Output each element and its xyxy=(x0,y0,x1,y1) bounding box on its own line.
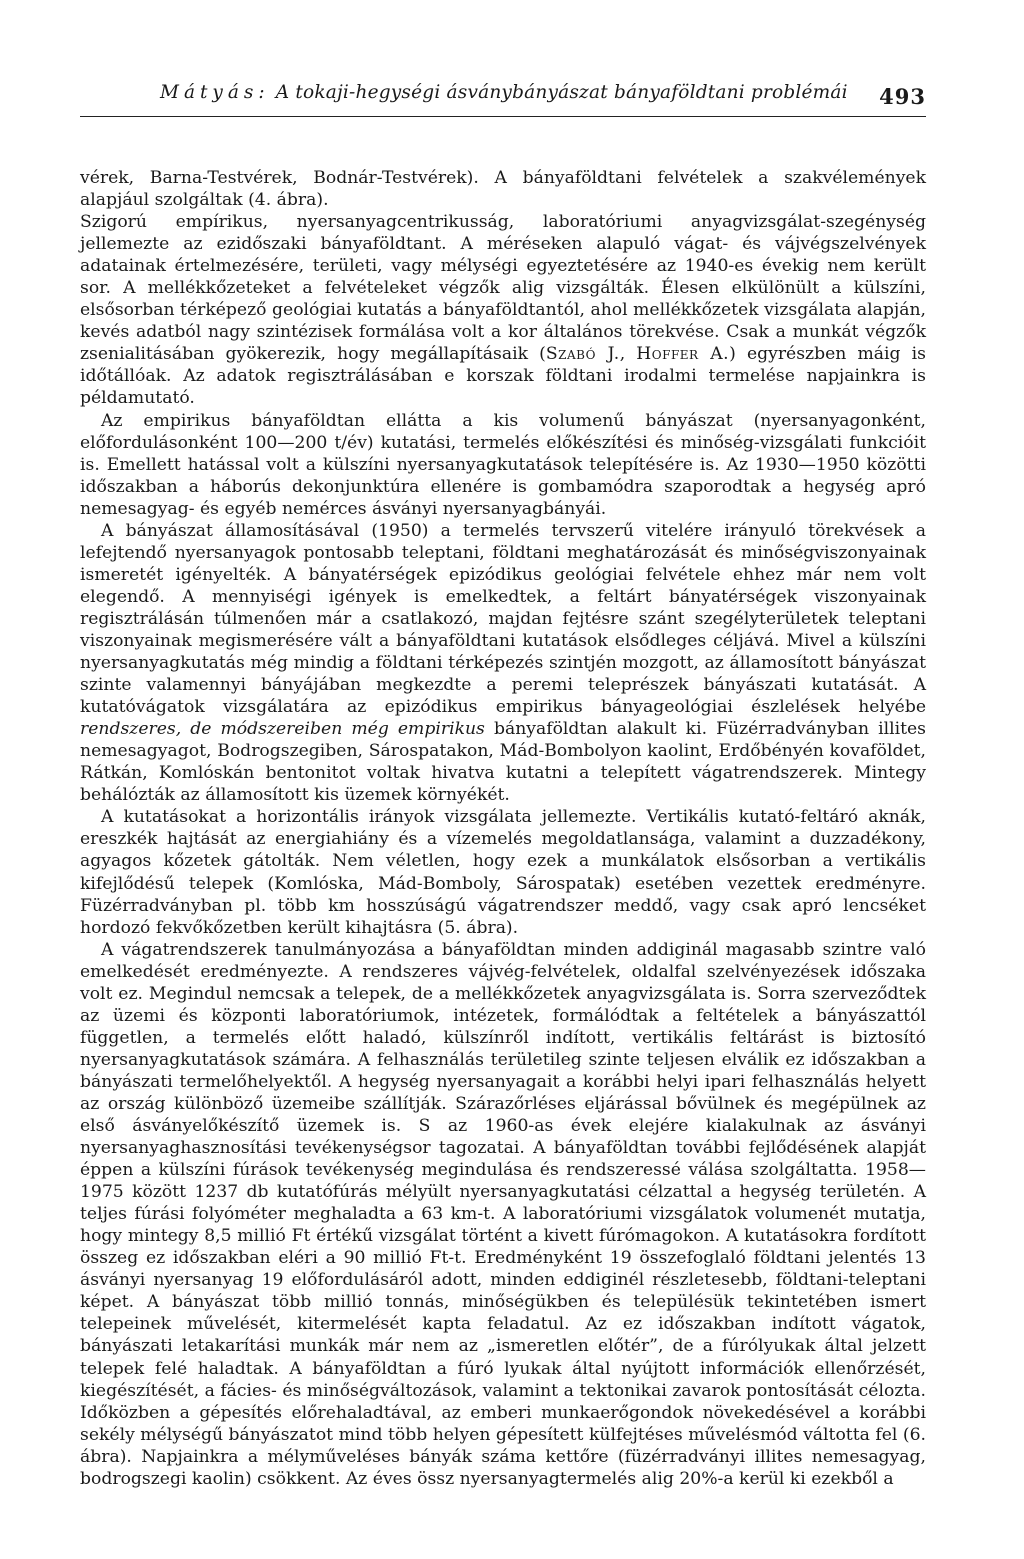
journal-page xyxy=(80,72,926,1490)
article-body xyxy=(80,167,926,1490)
author-reference-hoffer: Hoffer A. xyxy=(636,344,730,365)
paragraph-nationalization xyxy=(80,520,926,807)
paragraph-small-mining: Az empirikus bányaföldtan ellátta a kis volumenű bányászat (nyersanyagonként, előfordulásonként 100—200 t/év) kutatási, termelés előkészítési és minőség-vizsgálati funkcióit is. Emellett hatással volt a külszíni nyersanyagkutatások telepítésére is. Az 1930—1950 közötti időszakban a háborús dekonjunktúra ellenére is gombamódra szaporodtak a hegység apró nemesagyag- és egyéb nemérces ásványi nyersanyagbányái. xyxy=(80,410,926,519)
paragraph-text: Szigorú empírikus, nyersanyagcentrikusság, laboratóriumi anyagvizsgálat-szegénység jellemezte az ezidőszaki bányaföldtant. A méréseken alapuló vágat- és vájvégszelvények adatainak értelmezésére, területi, vagy mélységi egyeztetésére az 1940-es évekig nem került sor. A mellékkőzeteket a felvételeket végzők alig vizsgálták. Élesen elkülönült a külszíni, elsősorban térképező geológiai kutatás a bányaföldtantól, ahol mellékkőzetek vizsgálata alapján, kevés adatból nagy szintézisek formálása volt a kor általános törekvése. Csak a munkát végzők zsenialitásában gyökerezik, hogy megállapításaik ( xyxy=(80,212,926,365)
header-author: Mátyás: xyxy=(160,82,270,103)
header-article-title: A tokaji-hegységi ásványbányászat bányaföldtani problémái xyxy=(275,82,848,103)
running-header xyxy=(80,72,926,117)
paragraph-gallery-systems: A vágatrendszerek tanulmányozása a bányaföldtan minden addiginál magasabb szintre való emelkedését eredményezte. A rendszeres vájvég-felvételek, oldalfal szelvényezések időszaka volt ez. Megindul nemcsak a telepek, de a mellékkőzetek anyagvizsgálata is. Sorra szerveződtek az üzemi és központi laboratóriumok, intézetek, formálódtak a feltételek a bányászattól független, a termelés előtt haladó, külszínről indított, vertikális feltárást is biztosító nyersanyagkutatások számára. A felhasználás területileg szinte teljesen elválik ez időszakban a bányászati termelőhelyektől. A hegység nyersanyagait a korábbi helyi ipari felhasználás helyett az ország különböző üzemeibe szállítják. Szárazőrléses eljárással bővülnek és megépülnek az első ásványelőkészítő üzemek is. S az 1960-as évek elejére kialakulnak az ásványi nyersanyaghasznosítási tevékenységsor tagozatai. A bányaföldtan további fejlődésének alapját éppen a külszíni fúrások tevékenység megindulása és rendszeressé válása szolgáltatta. 1958—1975 között 1237 db kutatófúrás mélyült nyersanyagkutatási célzattal a hegység területén. A teljes fúrási folyóméter meghaladta a 63 km-t. A laboratóriumi vizsgálatok volumenét mutatja, hogy mintegy 8,5 millió Ft értékű vizsgálat történt a kivett fúrómagokon. A kutatásokra fordított összeg ez időszakban eléri a 90 millió Ft-t. Eredményként 19 összefoglaló földtani jelentés 13 ásványi nyersanyag 19 előfordulásáról adott, minden eddiginél részletesebb, földtani-teleptani képet. A bányászat több millió tonnás, minőségükben és településük tekintetében ismert telepeinek művelését, kitermelését kapta feladatul. Az ez időszakban indított vágatok, bányászati letakarítási munkák már nem az „ismeretlen előtér”, de a fúrólyukak által jelzett telepek felé haladtak. A bányaföldtan a fúró lyukak által nyújtott információk ellenőrzését, kiegészítését, a fácies- és minőségváltozások, valamint a tektonikai zavarok pontosítását célozta. Időközben a gépesítés előrehaladtával, az emberi munkaerőgondok növekedésével a korábbi sekély mélységű bányászatot mind több helyen gépesített külfejtéses művelésmód váltotta fel (6. ábra). Napjainkra a mélyműveléses bányák száma kettőre (füzérradványi illites nemesagyag, bodrogszegi kaolin) csökkent. Az éves össz nyersanyagtermelés alig 20%-a kerül ki ezekből a xyxy=(80,939,926,1489)
author-reference-szabo: Szabó J. xyxy=(545,344,620,365)
paragraph-text: , xyxy=(619,344,637,365)
page-number: 493 xyxy=(879,84,926,109)
paragraph-text: bányaföldtan alakult ki. Füzérradványban illites nemesagyagot, Bodrogszegiben, Sárospatakon, Mád-Bombolyon kaolint, Erdőbényén kovaföldet, Rátkán, Komlóskán bentonitot voltak hivatva kutatni a telepített vágatrendszerek. Mintegy behálózták az államosított kis üzemek környékét. xyxy=(80,719,927,806)
paragraph-continuation: vérek, Barna-Testvérek, Bodnár-Testvérek). A bányaföldtani felvételek a szakvélemények alapjául szolgáltak (4. ábra). xyxy=(80,168,926,211)
paragraph-text: A bányászat államosításával (1950) a termelés tervszerű vitelére irányuló törekvések a lefejtendő nyersanyagok pontosabb teleptani, földtani meghatározását és minőségviszonyainak ismeretét igényelték. A bányatérségek epizódikus geológiai felvétele ehhez már nem volt elegendő. A mennyiségi igények is emelkedtek, a feltárt bányatérségek viszonyainak regisztrálásán túlmenően már a csatlakozó, majdan fejtésre szánt szegélyterületek teleptani viszonyainak megismerésére vált a bányaföldtani kutatások elsődleges céljává. Mivel a külszíni nyersanyagkutatás még mindig a földtani térképezés szintjén mozgott, az államosított bányászat szinte valamennyi bányájában megkezdte a peremi teleprészek bányászati kutatását. A kutatóvágatok vizsgálatára az epizódikus empirikus bányageológiai észlelések helyébe xyxy=(80,520,926,718)
paragraph-horizontal-research: A kutatásokat a horizontális irányok vizsgálata jellemezte. Vertikális kutató-feltáró aknák, ereszkék hajtását az energiahiány és a vízemelés megoldatlansága, valamint a duzzadékony, agyagos kőzetek gátolták. Nem véletlen, hogy ezek a munkálatok elsősorban a vertikális kifejlődésű telepek (Komlóska, Mád-Bomboly, Sárospatak) esetében vezettek eredményre. Füzérradványban pl. több km hosszúságú vágatrendszer meddő, vagy csak apró lencséket hordozó fekvőkőzetben került kihajtásra (5. ábra). xyxy=(80,807,926,938)
paragraph-text: ) egyrészben máig is időtállóak. Az adatok regisztrálásában e korszak földtani irodalmi termelése napjainkra is példamutató. xyxy=(80,344,926,409)
emphasized-text: rendszeres, de módszereiben még empirikus xyxy=(80,719,485,740)
paragraph-empiricism xyxy=(80,211,926,409)
running-title xyxy=(160,82,848,103)
